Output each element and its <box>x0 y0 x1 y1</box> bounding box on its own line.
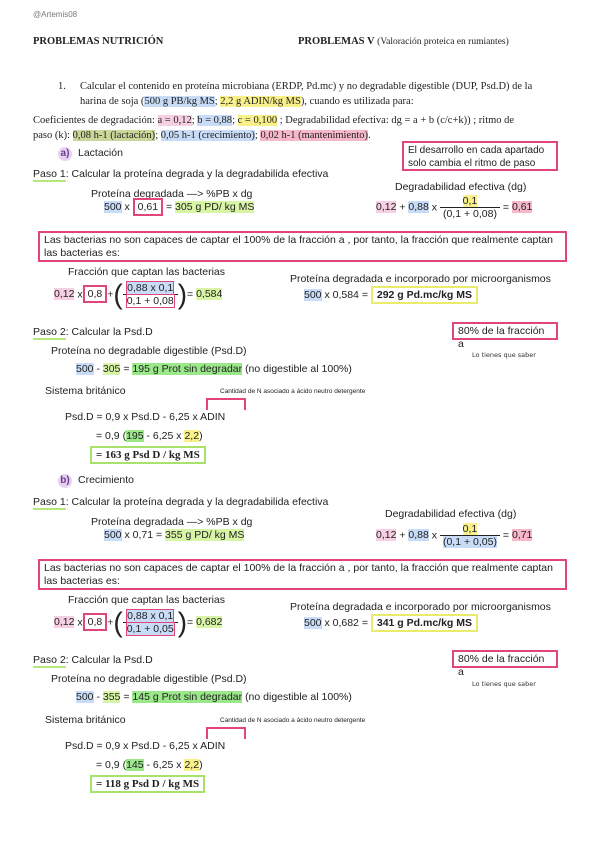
coef-b: b = 0,88 <box>197 115 233 126</box>
b-pd-v1: 500 <box>104 529 122 541</box>
b-prot-deg-label: Proteína degradada —> %PB x dg <box>91 516 253 528</box>
a-frac-label: Fracción que captan las bacterias <box>68 266 226 278</box>
a-dg-plus: + <box>399 201 406 214</box>
a-psd-minus: - <box>96 363 100 375</box>
b-paso2-text: : Calcular la Psd.D <box>65 654 153 666</box>
value-adin: 2,2 g ADIN/kg MS <box>220 96 301 107</box>
a-psd-eq: = <box>123 363 130 375</box>
b-bacteria-note: Las bacterias no son capaces de captar el 100% de la fracción a , por tanto, la fracción que realmente captan las bacterias es: <box>38 559 567 590</box>
a-final-result: = 163 g Psd D / kg MS <box>90 446 206 464</box>
b-frac-calc: 0,12 x 0,8 +( $\frac{0,88 x 0,1}{0,1 + 0,05}$ )= 0,682 <box>54 606 223 638</box>
header-right-subtitle: (Valoración proteica en rumiantes) <box>377 37 509 47</box>
section-a-title: Lactación <box>78 147 123 159</box>
a-f-x: x <box>77 288 83 301</box>
section-b-letter: b) <box>58 474 72 488</box>
a-dg-x: x <box>431 201 438 214</box>
a-dg-num: 0,1 <box>462 195 478 207</box>
b-pd-eq: = <box>155 529 163 541</box>
b-f-fraction <box>123 610 178 635</box>
problem-line2-pre: harina de soja ( <box>80 96 145 107</box>
coef-mid: ; Degradabilidad efectiva: dg = a + b (c/c+k)) ; ritmo de <box>279 115 515 126</box>
a-dg-label: Degradabilidad efectiva (dg) <box>395 181 527 193</box>
a-dg-den: (0,1 + 0,08) <box>442 208 497 220</box>
a-dg-calc <box>376 195 532 220</box>
a-eq2-v1: 195 <box>126 430 144 442</box>
a-dg-b: 0,88 <box>408 201 429 214</box>
b-f-plus: + <box>107 616 114 629</box>
b-psd-note: (no digestible al 100%) <box>245 691 352 703</box>
value-pb: 500 g PB/kg MS <box>144 96 215 107</box>
header-right-title: PROBLEMAS V <box>298 36 375 47</box>
coef-line1: Coeficientes de degradación: a = 0,12; b = 0,88; c = 0,100 ; Degradabilidad efectiva: dg = a + b (c/c+k)) ; ritmo de <box>33 115 515 126</box>
a-pdmc-x: x 0,584 = <box>324 289 368 301</box>
coef-c: c = 0,100 <box>237 115 278 126</box>
a-dg-eq: = <box>502 201 510 214</box>
b-frac-label: Fracción que captan las bacterias <box>68 594 226 606</box>
a-psd-v2: 305 <box>102 363 121 375</box>
a-pct-box: 80% de la fracción a <box>452 322 558 340</box>
b-pd-result: 355 g PD/ kg MS <box>165 529 245 541</box>
header-left: PROBLEMAS NUTRICIÓN <box>33 36 164 47</box>
b-eq2 <box>96 759 203 771</box>
a-eq2-post: ) <box>199 430 203 442</box>
b-pdmc-x: x 0,682 = <box>324 617 368 629</box>
b-paso2-label: Paso 2 <box>33 654 66 666</box>
b-pd-v2: 0,71 <box>132 529 154 541</box>
a-psd-result: 195 g Prot sin degradar <box>132 363 243 375</box>
b-n-note: Cantidad de N asociado a ácido neutro detergente <box>220 717 366 724</box>
a-n-note: Cantidad de N asociado a ácido neutro detergente <box>220 388 366 395</box>
a-dg-result: 0,61 <box>511 201 533 214</box>
note-box-line2: solo cambia el ritmo de paso <box>408 158 536 169</box>
section-a-letter: a) <box>58 147 72 161</box>
b-pdmc-label: Proteína degradada e incorporado por microorganismos <box>290 601 551 613</box>
section-a-heading <box>58 147 123 161</box>
a-dg-fraction <box>440 195 500 220</box>
coef-end: . <box>368 130 371 141</box>
problem-number: 1. <box>58 81 66 92</box>
a-hand-note: Lo tienes que saber <box>472 351 536 359</box>
a-f-08: 0,8 <box>83 285 108 303</box>
header-right <box>298 36 509 47</box>
coef-k1: 0,08 h-1 (lactación) <box>72 130 156 141</box>
author-tag: @Artemis08 <box>33 10 78 19</box>
b-psd-eq: = <box>123 691 130 703</box>
a-eq2-v2: 2,2 <box>184 430 200 442</box>
a-pd-result: 305 g PD/ kg MS <box>175 201 255 213</box>
b-final-result: = 118 g Psd D / kg MS <box>90 775 205 793</box>
a-pd-x: x <box>124 201 130 213</box>
b-pd-x: x <box>124 529 130 541</box>
b-f-num: 0,88 x 0,1 <box>127 610 174 622</box>
b-psd-label: Proteína no degradable digestible (Psd.D) <box>51 673 247 685</box>
a-f-den: 0,1 + 0,08 <box>126 295 174 307</box>
b-dg-label: Degradabilidad efectiva (dg) <box>385 508 517 520</box>
problem-line2 <box>80 96 414 107</box>
a-pd-v1: 500 <box>104 201 122 213</box>
a-eq2-mid: - 6,25 x <box>146 430 182 442</box>
a-paso1 <box>33 168 328 180</box>
a-prot-deg-label: Proteína degradada —> %PB x dg <box>91 188 253 200</box>
a-paso1-label: Paso 1 <box>33 168 66 180</box>
b-dg-b: 0,88 <box>408 529 429 542</box>
b-pct-box: 80% de la fracción a <box>452 650 558 668</box>
problem-line1: Calcular el contenido en proteína microbiana (ERDP, Pd.mc) y no degradable digestible (DUP, Psd.D) de la <box>80 81 533 92</box>
a-paso1-text: : Calcular la proteína degrada y la degradabilida efectiva <box>65 168 329 180</box>
b-paso1-label: Paso 1 <box>33 496 66 508</box>
b-prot-deg-calc <box>104 529 244 541</box>
b-paso1-text: : Calcular la proteína degrada y la degradabilida efectiva <box>65 496 329 508</box>
section-b-title: Crecimiento <box>78 474 135 486</box>
b-psd-result: 145 g Prot sin degradar <box>132 691 243 703</box>
b-pdmc-v1: 500 <box>304 617 322 629</box>
coef-k3: 0,02 h-1 (mantenimiento) <box>260 130 369 141</box>
b-dg-plus: + <box>399 529 406 542</box>
a-f-num: 0,88 x 0,1 <box>127 282 174 294</box>
a-dg-a: 0,12 <box>376 201 397 214</box>
b-eq2-v1: 145 <box>126 759 144 771</box>
b-pdmc-calc <box>304 617 478 629</box>
a-eq2-pre: = 0,9 ( <box>96 430 127 442</box>
note-box-line1: El desarrollo en cada apartado <box>408 145 545 156</box>
problem-sep: ; <box>214 96 218 107</box>
a-pdmc-label: Proteína degradada e incorporado por microorganismos <box>290 273 551 285</box>
a-pd-v2: 0,61 <box>133 198 163 216</box>
b-dg-a: 0,12 <box>376 529 397 542</box>
section-b-heading <box>58 474 134 488</box>
coef-a: a = 0,12 <box>157 115 192 126</box>
b-eq2-pre: = 0,9 ( <box>96 759 127 771</box>
coef-line2-pre: paso (k): <box>33 130 71 141</box>
a-prot-deg-calc <box>104 201 254 213</box>
a-pdmc-v1: 500 <box>304 289 322 301</box>
b-paso2 <box>33 654 153 666</box>
b-psd-minus: - <box>96 691 100 703</box>
a-eq1: Psd.D = 0,9 x Psd.D - 6,25 x ADIN <box>65 411 226 423</box>
b-dg-fraction <box>440 523 500 548</box>
coef-pre: Coeficientes de degradación: <box>33 115 155 126</box>
b-dg-calc <box>376 523 532 548</box>
b-dg-result: 0,71 <box>511 529 533 542</box>
b-f-08: 0,8 <box>83 613 108 631</box>
a-f-fraction <box>123 282 178 307</box>
a-paso2-label: Paso 2 <box>33 326 66 338</box>
b-f-den: 0,1 + 0,05 <box>126 623 174 635</box>
a-pd-eq: = <box>165 201 173 213</box>
a-frac-calc: 0,12 x 0,8 +( $\frac{0,88 x 0,1}{0,1 + 0,08}$ )= 0,584 <box>54 278 223 310</box>
a-psd-note: (no digestible al 100%) <box>245 363 352 375</box>
b-hand-note: Lo tienes que saber <box>472 680 536 688</box>
a-paso2-text: : Calcular la Psd.D <box>65 326 153 338</box>
coef-k2: 0,05 h-1 (crecimiento) <box>160 130 255 141</box>
a-psd-label: Proteína no degradable digestible (Psd.D) <box>51 345 247 357</box>
b-eq2-mid: - 6,25 x <box>146 759 182 771</box>
a-psd-v1: 500 <box>76 363 94 375</box>
b-f-eq: = <box>187 616 194 629</box>
b-f-a: 0,12 <box>54 616 75 629</box>
b-psd-v2: 355 <box>102 691 121 703</box>
a-f-a: 0,12 <box>54 288 75 301</box>
a-eq2 <box>96 430 203 442</box>
b-dg-den: (0,1 + 0,05) <box>442 536 497 548</box>
b-dg-x: x <box>431 529 438 542</box>
b-paso1 <box>33 496 328 508</box>
note-box <box>402 141 558 171</box>
a-psd-calc <box>76 363 352 375</box>
a-bacteria-note: Las bacterias no son capaces de captar el 100% de la fracción a , por tanto, la fracción que realmente captan las bacterias es: <box>38 231 567 262</box>
a-f-plus: + <box>107 288 114 301</box>
b-dg-eq: = <box>502 529 510 542</box>
a-paso2 <box>33 326 153 338</box>
b-sistema-label: Sistema británico <box>45 714 126 726</box>
a-f-result: 0,584 <box>196 288 223 301</box>
b-eq2-post: ) <box>199 759 203 771</box>
b-pdmc-result: 341 g Pd.mc/kg MS <box>371 614 478 632</box>
a-f-eq: = <box>187 288 194 301</box>
b-psd-calc <box>76 691 352 703</box>
b-eq1: Psd.D = 0,9 x Psd.D - 6,25 x ADIN <box>65 740 226 752</box>
b-psd-v1: 500 <box>76 691 94 703</box>
b-f-x: x <box>77 616 83 629</box>
b-f-result: 0,682 <box>196 616 223 629</box>
coef-line2: paso (k): 0,08 h-1 (lactación); 0,05 h-1 (crecimiento); 0,02 h-1 (mantenimiento). <box>33 130 371 141</box>
b-dg-num: 0,1 <box>462 523 478 535</box>
b-eq2-v2: 2,2 <box>184 759 200 771</box>
problem-line2-post: ), cuando es utilizada para: <box>300 96 414 107</box>
a-pdmc-result: 292 g Pd.mc/kg MS <box>371 286 478 304</box>
a-sistema-label: Sistema británico <box>45 385 126 397</box>
a-pdmc-calc <box>304 289 478 301</box>
